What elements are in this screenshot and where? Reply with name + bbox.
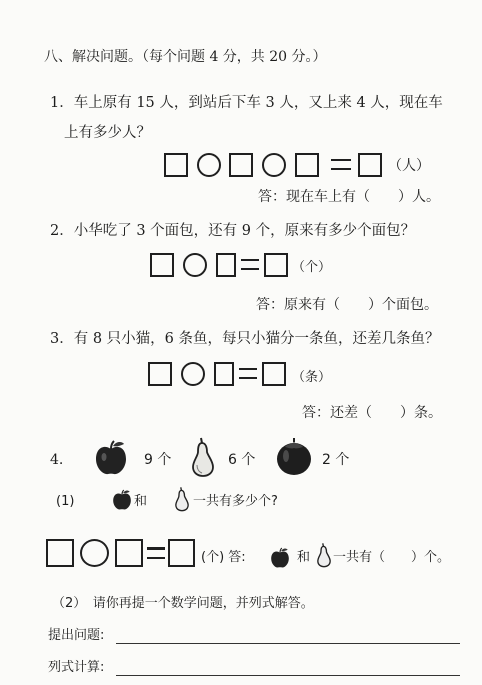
apple-count: 9 个 xyxy=(144,452,172,468)
q1-text-line2: 上有多少人？ xyxy=(64,125,151,141)
q4-number: 4. xyxy=(50,452,64,468)
q2-answer: 答：原来有（ ）个面包。 xyxy=(256,297,438,313)
q1-equals-sign xyxy=(331,159,351,170)
apple-icon xyxy=(270,547,290,573)
q3-box-1[interactable] xyxy=(148,362,172,386)
q3-unit: （条） xyxy=(292,370,332,385)
tomato-icon xyxy=(275,436,313,480)
q4-sub1-answer: 一共有（ ）个。 xyxy=(333,550,451,565)
q1-unit: （人） xyxy=(388,158,430,174)
q3-answer: 答：还差（ ）条。 xyxy=(302,405,442,421)
q2-box-result[interactable] xyxy=(264,253,288,277)
q3-box-result[interactable] xyxy=(262,362,286,386)
q2-box-1[interactable] xyxy=(150,253,174,277)
q1-box-2[interactable] xyxy=(229,153,253,177)
q4-box-result[interactable] xyxy=(168,539,195,567)
q4-sub1-question: 一共有多少个? xyxy=(193,494,278,509)
q4-box-1[interactable] xyxy=(46,539,74,567)
q1-circle-2[interactable] xyxy=(262,153,286,177)
q4-sub1-and: 和 xyxy=(134,494,148,509)
q4-circle-1[interactable] xyxy=(80,539,109,567)
q4-equals-sign xyxy=(147,547,165,559)
q2-text: 2．小华吃了 3 个面包，还有 9 个，原来有多少个面包？ xyxy=(50,223,416,239)
calculation-line[interactable] xyxy=(116,675,460,676)
q2-unit: （个） xyxy=(292,260,332,275)
q2-circle-1[interactable] xyxy=(183,253,207,277)
q2-equals-sign xyxy=(241,259,259,270)
q1-box-1[interactable] xyxy=(164,153,188,177)
q3-text: 3．有 8 只小猫，6 条鱼，每只小猫分一条鱼，还差几条鱼？ xyxy=(50,331,440,347)
q4-sub1-and2: 和 xyxy=(297,550,311,565)
q1-answer: 答：现在车上有（ ）人。 xyxy=(258,189,440,205)
calculation-label: 列式计算: xyxy=(48,660,105,675)
q4-box-2[interactable] xyxy=(115,539,143,567)
pear-icon xyxy=(316,542,332,572)
tomato-count: 2 个 xyxy=(322,452,350,468)
pear-count: 6 个 xyxy=(228,452,256,468)
apple-icon xyxy=(112,489,132,515)
q3-equals-sign xyxy=(239,368,257,379)
raise-question-line[interactable] xyxy=(116,643,460,644)
q1-text-line1: 1．车上原有 15 人，到站后下车 3 人，又上来 4 人，现在车 xyxy=(50,95,443,111)
q1-box-3[interactable] xyxy=(295,153,319,177)
q1-box-result[interactable] xyxy=(358,153,382,177)
q1-circle-1[interactable] xyxy=(197,153,221,177)
q3-circle-1[interactable] xyxy=(181,362,205,386)
q4-sub1-unit: (个) 答: xyxy=(201,550,246,565)
apple-icon xyxy=(94,440,128,480)
section-title: 八、解决问题。（每个问题 4 分，共 20 分。） xyxy=(44,49,327,65)
q4-sub2: （2） 请你再提一个数学问题，并列式解答。 xyxy=(52,596,314,611)
q2-box-2[interactable] xyxy=(216,253,236,277)
pear-icon xyxy=(174,486,190,516)
raise-question-label: 提出问题: xyxy=(48,628,105,643)
q3-box-2[interactable] xyxy=(214,362,234,386)
pear-icon xyxy=(190,437,216,481)
q4-sub1-label: (1) xyxy=(56,494,75,509)
